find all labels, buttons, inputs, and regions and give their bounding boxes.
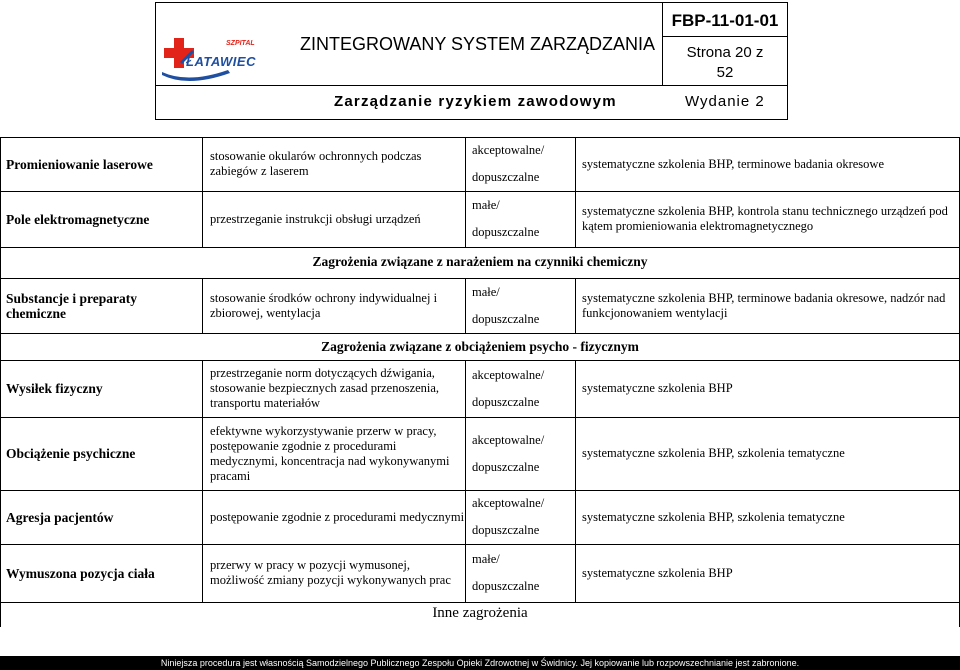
hazard-acceptability: akceptowalne/ dopuszczalne bbox=[472, 432, 545, 474]
copyright-footer: Niniejsza procedura jest własnością Samodzielnego Publicznego Zespołu Opieki Zdrowotnej w Świdnicy. Jej kopiowanie lub rozpowszechnianie jest zabronione. bbox=[0, 656, 960, 670]
hazard-actions: postępowanie zgodnie z procedurami medycznymi bbox=[210, 509, 465, 524]
hazard-actions: przerwy w pracy w pozycji wymusonej, możliwość zmiany pozycji wykonywanych prac bbox=[210, 558, 451, 587]
hazard-notes: systematyczne szkolenia BHP, terminowe badania okresowe, nadzór nad funkcjonowaniem wentylacji bbox=[582, 290, 946, 320]
hazard-name: Promieniowanie laserowe bbox=[6, 156, 153, 172]
hazard-actions: przestrzeganie instrukcji obsługi urządzeń bbox=[210, 211, 421, 226]
hazard-notes: systematyczne szkolenia BHP, terminowe badania okresowe bbox=[582, 156, 884, 171]
hazard-actions: stosowanie środków ochrony indywidualnej i zbiorowej, wentylacja bbox=[210, 290, 438, 320]
hazard-notes: systematyczne szkolenia BHP bbox=[582, 565, 733, 580]
hazard-name: Substancje i preparaty chemiczne bbox=[6, 290, 138, 321]
page-number-line1: Strona 20 z bbox=[686, 44, 764, 61]
hazard-acceptability: małe/ dopuszczalne bbox=[472, 284, 540, 326]
hazard-acceptability: akceptowalne/ dopuszczalne bbox=[472, 367, 545, 409]
document-subject: Zarządzanie ryzykiem zawodowym bbox=[334, 93, 617, 110]
section-chemical-hazards: Zagrożenia związane z narażeniem na czynniki chemiczny bbox=[312, 254, 648, 269]
hazard-name: Wymuszona pozycja ciała bbox=[6, 565, 155, 581]
hazard-actions: przestrzeganie norm dotyczących dźwigania, stosowanie bezpiecznych zasad przenoszenia, transportu materiałów bbox=[210, 366, 440, 410]
hazard-actions: stosowanie okularów ochronnych podczas zabiegów z laserem bbox=[210, 149, 422, 178]
hazard-name: Agresja pacjentów bbox=[6, 509, 114, 525]
hazard-actions: efektywne wykorzystywanie przerw w pracy, postępowanie zgodnie z procedurami medycznymi, koncentracja nad wykonywanymi pracami bbox=[210, 423, 450, 483]
hazard-notes: systematyczne szkolenia BHP, kontrola stanu technicznego urządzeń pod kątem promieniowania elektromagnetycznego bbox=[582, 204, 948, 233]
hazard-notes: systematyczne szkolenia BHP, szkolenia tematyczne bbox=[582, 446, 845, 460]
hazard-notes: systematyczne szkolenia BHP, szkolenia tematyczne bbox=[582, 509, 845, 524]
document-code: FBP-11-01-01 bbox=[671, 11, 779, 30]
logo-main-text: ŁATAWIEC bbox=[186, 54, 256, 69]
hazard-acceptability: akceptowalne/ dopuszczalne bbox=[472, 143, 545, 184]
logo-small-text: SZPITAL bbox=[226, 40, 255, 47]
hazard-name: Obciążenie psychiczne bbox=[6, 446, 136, 461]
hazard-acceptability: małe/ dopuszczalne bbox=[472, 552, 540, 593]
document-edition: Wydanie 2 bbox=[685, 93, 765, 110]
hazard-acceptability: małe/ dopuszczalne bbox=[472, 198, 540, 239]
hazard-notes: systematyczne szkolenia BHP bbox=[582, 381, 733, 395]
hazard-name: Wysiłek fizyczny bbox=[6, 381, 103, 396]
hazard-acceptability: akceptowalne/ dopuszczalne bbox=[472, 496, 545, 537]
system-title: ZINTEGROWANY SYSTEM ZARZĄDZANIA bbox=[300, 34, 656, 54]
hazard-name: Pole elektromagnetyczne bbox=[6, 211, 150, 227]
hospital-logo bbox=[158, 32, 268, 86]
page-number-line2: 52 bbox=[716, 64, 734, 81]
section-other-hazards: Inne zagrożenia bbox=[432, 605, 528, 621]
section-psychophysical-hazards: Zagrożenia związane z obciążeniem psycho - fizycznym bbox=[321, 339, 639, 354]
